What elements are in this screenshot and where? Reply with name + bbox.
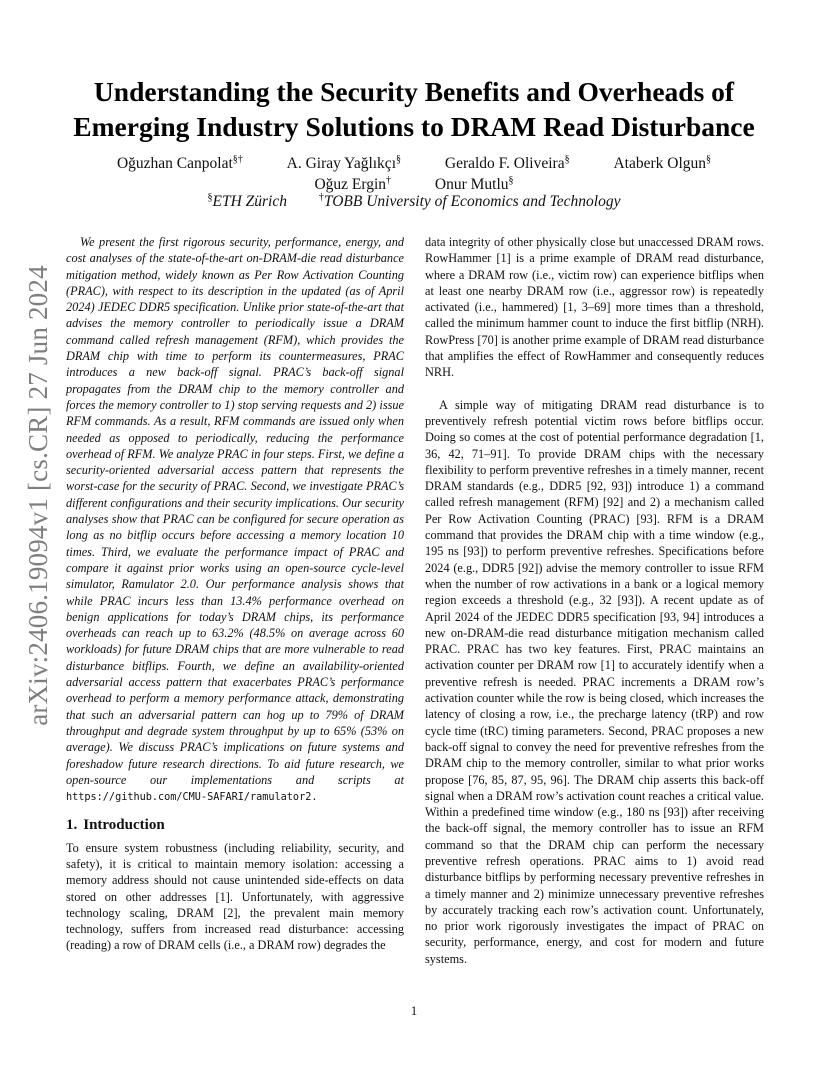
affiliation-list <box>80 193 748 211</box>
intro-paragraph-1: To ensure system robustness (including reliability, security, and safety), it is critical to maintain memory isolation: accessing a memory address should not cause unintended side-effects on data stored on other addresses [1]. Unfortunately, with aggressive technology scaling, DRAM [2], the prevalent main memory technology, suffers from increased read disturbance: accessing (reading) a row of DRAM cells (i.e., a DRAM row) degrades the <box>66 840 404 953</box>
affiliation: §ETH Zürich <box>207 191 287 210</box>
intro-paragraph-2: A simple way of mitigating DRAM read disturbance is to preventively refresh potential victim rows before bitflips occur. Doing so comes at the cost of potential performance degradation [1, 36, 42, 71–91]. To provide DRAM chips with the necessary flexibility to perform preventive refreshes in a timely manner, recent DRAM standards (e.g., DDR5 [92, 93]) introduce 1) a command called refresh management (RFM) [92] and 2) a mechanism called Per Row Activation Counting (PRAC) [93]. RFM is a DRAM command that provides the DRAM chip with a time window (e.g., 195 ns [93]) to perform preventive refreshes. Specifications before 2024 (e.g., DDR5 [92]) advise the memory controller to issue RFM when the number of row activations in a bank or a logical memory region exceeds a threshold (e.g., 32 [93]). A recent update as of April 2024 of the JEDEC DDR5 specification [93, 94] introduces a new on-DRAM-die read disturbance mitigation mechanism called PRAC. PRAC has two key features. First, PRAC maintains an activation counter per DRAM row [1] to accurately identify when a preventive refresh is needed. PRAC increments a DRAM row’s activation counter while the row is being closed, which increases the latency of closing a row, i.e., the precharge latency (tRP) and row cycle time (tRC) timing parameters. Second, PRAC proposes a new back-off signal to convey the need for preventive refreshes from the DRAM chip to the memory controller, similar to what prior works propose [76, 85, 87, 95, 96]. The DRAM chip asserts this back-off signal when a DRAM row’s activation count reaches a critical value. Within a predefined time window (e.g., 180 ns [93]) after receiving the back-off signal, the memory controller has to issue an RFM command so that the DRAM chip can perform the necessary preventive refresh operations. PRAC aims to 1) avoid read disturbance bitflips by performing necessary preventive refreshes in a timely manner and 2) minimize unnecessary preventive refreshes by accurately tracking each row’s activation count. Unfortunately, no prior work rigorously investigates the impact of PRAC on security, performance, energy, and cost for modern and future systems. <box>425 397 764 966</box>
arxiv-stamp <box>18 264 58 726</box>
paragraph-gap <box>425 381 764 397</box>
arxiv-id: arXiv:2406.19094v1 [cs.CR] 27 Jun 2024 <box>22 264 53 726</box>
right-column <box>425 234 764 967</box>
affiliation: †TOBB University of Economics and Technology <box>318 191 621 210</box>
author-list <box>80 153 748 195</box>
author: Geraldo F. Oliveira§ <box>444 153 570 172</box>
author: Ataberk Olgun§ <box>613 153 712 172</box>
author: Oğuzhan Canpolat§† <box>116 153 243 172</box>
left-column <box>66 234 404 954</box>
author: Onur Mutlu§ <box>434 174 514 193</box>
author: A. Giray Yağlıkçı§ <box>286 153 401 172</box>
page-number: 1 <box>410 1003 418 1018</box>
section-heading-introduction: 1. Introduction <box>66 817 165 834</box>
intro-paragraph-1-continued: data integrity of other physically close but unaccessed DRAM rows. RowHammer [1] is a prime example of DRAM read disturbance, where a DRAM row (i.e., victim row) can experience bitflips when at least one nearby DRAM row (i.e., aggressor row) is repeatedly activated (i.e., hammered) [1, 3–69] more times than a threshold, called the minimum hammer count to induce the first bitflip (NRH). RowPress [70] is another prime example of DRAM read disturbance that amplifies the effect of RowHammer and consequently reduces NRH. <box>425 235 764 380</box>
author-line-1 <box>80 153 748 174</box>
author: Oğuz Ergin† <box>314 174 392 193</box>
abstract: We present the first rigorous security, performance, energy, and cost analyses of the state-of-the-art on-DRAM-die read disturbance mitigation method, widely known as Per Row Activation Counting (PRAC), with respect to its description in the updated (as of April 2024) JEDEC DDR5 specification. Unlike prior state-of-the-art that advises the memory controller to periodically issue a DRAM command called refresh management (RFM), which provides the DRAM chip with time to perform its countermeasures, PRAC introduces a new back-off signal. PRAC’s back-off signal propagates from the DRAM chip to the memory controller and forces the memory controller to 1) stop serving requests and 2) issue RFM commands. As a result, RFM commands are issued only when needed as opposed to periodically, reducing the performance overhead of RFM. We analyze PRAC in four steps. First, we define a security-oriented adversarial access pattern that represents the worst-case for the security of PRAC. Second, we investigate PRAC’s different configurations and their security implications. Our security analyses show that PRAC can be configured for secure operation as long as no bitflip occurs before accessing a memory location 10 times. Third, we evaluate the performance impact of PRAC and compare it against prior works using an open-source cycle-level simulator, Ramulator 2.0. Our performance analysis shows that while PRAC incurs less than 13.4% performance overhead on benign applications for today’s DRAM chips, its performance overheads can reach up to 63.2% (48.5% on average across 60 workloads) for future DRAM chips that are more vulnerable to read disturbance bitflips. Fourth, we define an availability-oriented adversarial access pattern that exacerbates PRAC’s performance overhead to perform a memory performance attack, demonstrating that such an adversarial pattern can hog up to 79% of DRAM throughput and degrade system throughput by up to 65% (53% on average). We discuss PRAC’s implications on future systems and foreshadow future research directions. To aid future research, we open-source our implementations and scripts at https://github.com/CMU-SAFARI/ramulator2. <box>66 235 404 804</box>
paper-title: Understanding the Security Benefits and Overheads of Emerging Industry Solutions to DRAM Read Disturbance <box>73 76 755 142</box>
author-line-2 <box>80 174 748 195</box>
repo-url[interactable]: https://github.com/CMU-SAFARI/ramulator2. <box>66 792 318 804</box>
